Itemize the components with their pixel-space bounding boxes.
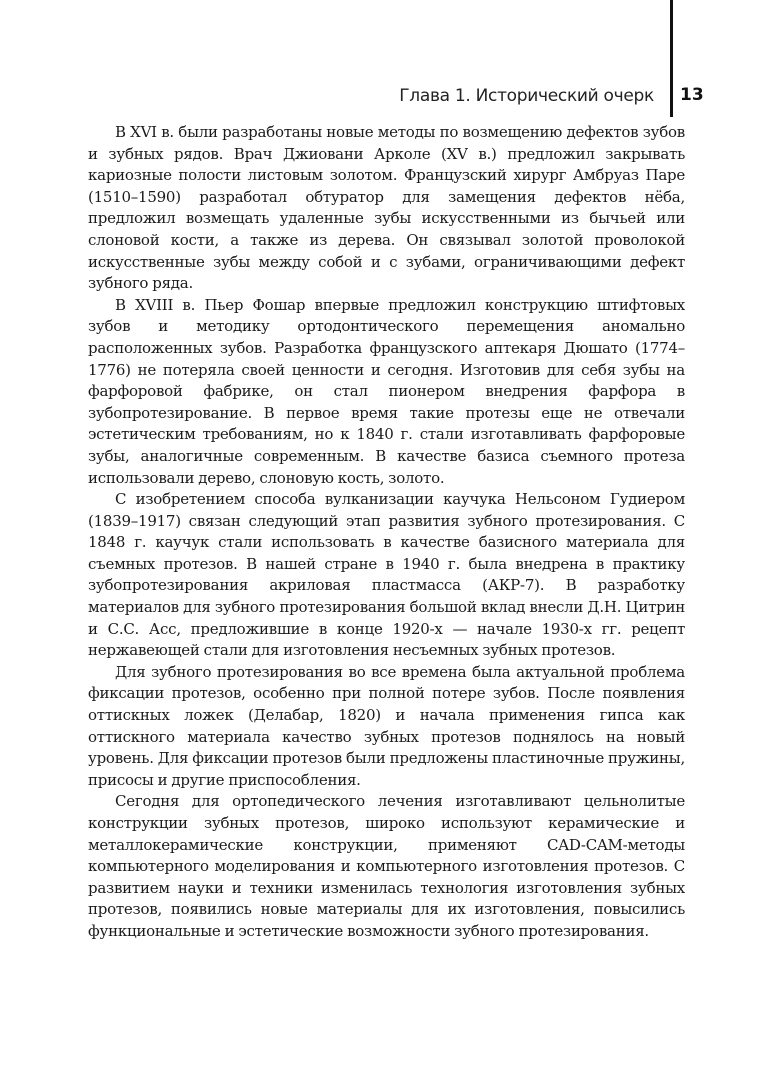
paragraph: Для зубного протезирования во все времена была актуальной проблема фиксации протезов, особенно при полной потере зубов. После появления оттискных ложек (Делабар, 1820) и начала применения гипса как оттискного материала качество зубных протезов поднялось на новый уровень. Для фиксации протезов были предложены пластиночные пружины, присосы и другие приспособления. <box>88 662 685 789</box>
paragraph: С изобретением способа вулканизации каучука Нельсоном Гудиером (1839–1917) связан следующий этап развития зубного протезирования. С 1848 г. каучук стали использовать в качестве базисного материала для съемных протезов. В нашей стране в 1940 г. была внедрена в практику зубопротезирования акриловая пластмасса (АКР-7). В разработку материалов для зубного протезирования большой вклад внесли Д.Н. Цитрин и С.С. Асс, предложившие в конце 1920-х — начале 1930-х гг. рецепт нержавеющей стали для изготовления несъемных зубных протезов. <box>88 490 685 660</box>
body-text <box>88 122 685 943</box>
paragraph: В XVI в. были разработаны новые методы по возмещению дефектов зубов и зубных рядов. Врач Джиовани Арколе (XV в.) предложил закрывать кариозные полости листовым золотом. Французский хирург Амбруаз Паре (1510–1590) разработал обтуратор для замещения дефектов нёба, предложил возмещать удаленные зубы искусственными из бычьей или слоновой кости, а также из дерева. Он связывал золотой проволокой искусственные зубы между собой и с зубами, ограничивающими дефект зубного ряда. <box>88 123 685 293</box>
paragraph: В XVIII в. Пьер Фошар впервые предложил конструкцию штифтовых зубов и методику ортодонтического перемещения аномально расположенных зубов. Разработка французского аптекаря Дюшато (1774–1776) не потеряла своей ценности и сегодня. Изготовив для себя зубы на фарфоровой фабрике, он стал пионером внедрения фарфора в зубопротезирование. В первое время такие протезы еще не отвечали эстетическим требованиям, но к 1840 г. стали изготавливать фарфоровые зубы, аналогичные современным. В качестве базиса съемного протеза использовали дерево, слоновую кость, золото. <box>88 295 685 487</box>
paragraph: Сегодня для ортопедического лечения изготавливают цельнолитые конструкции зубных протезов, широко используют керамические и металлокерамические конструкции, применяют CAD-CAM-методы компьютерного моделирования и компьютерного изготовления протезов. С развитием науки и техники изменилась технология изготовления зубных протезов, появились новые материалы для их изготовления, повысились функциональные и эстетические возможности зубного протезирования. <box>88 792 685 940</box>
vertical-edge-rule <box>670 0 673 117</box>
running-header-title: Глава 1. Исторический очерк <box>399 86 654 106</box>
page-number: 13 <box>680 85 704 105</box>
